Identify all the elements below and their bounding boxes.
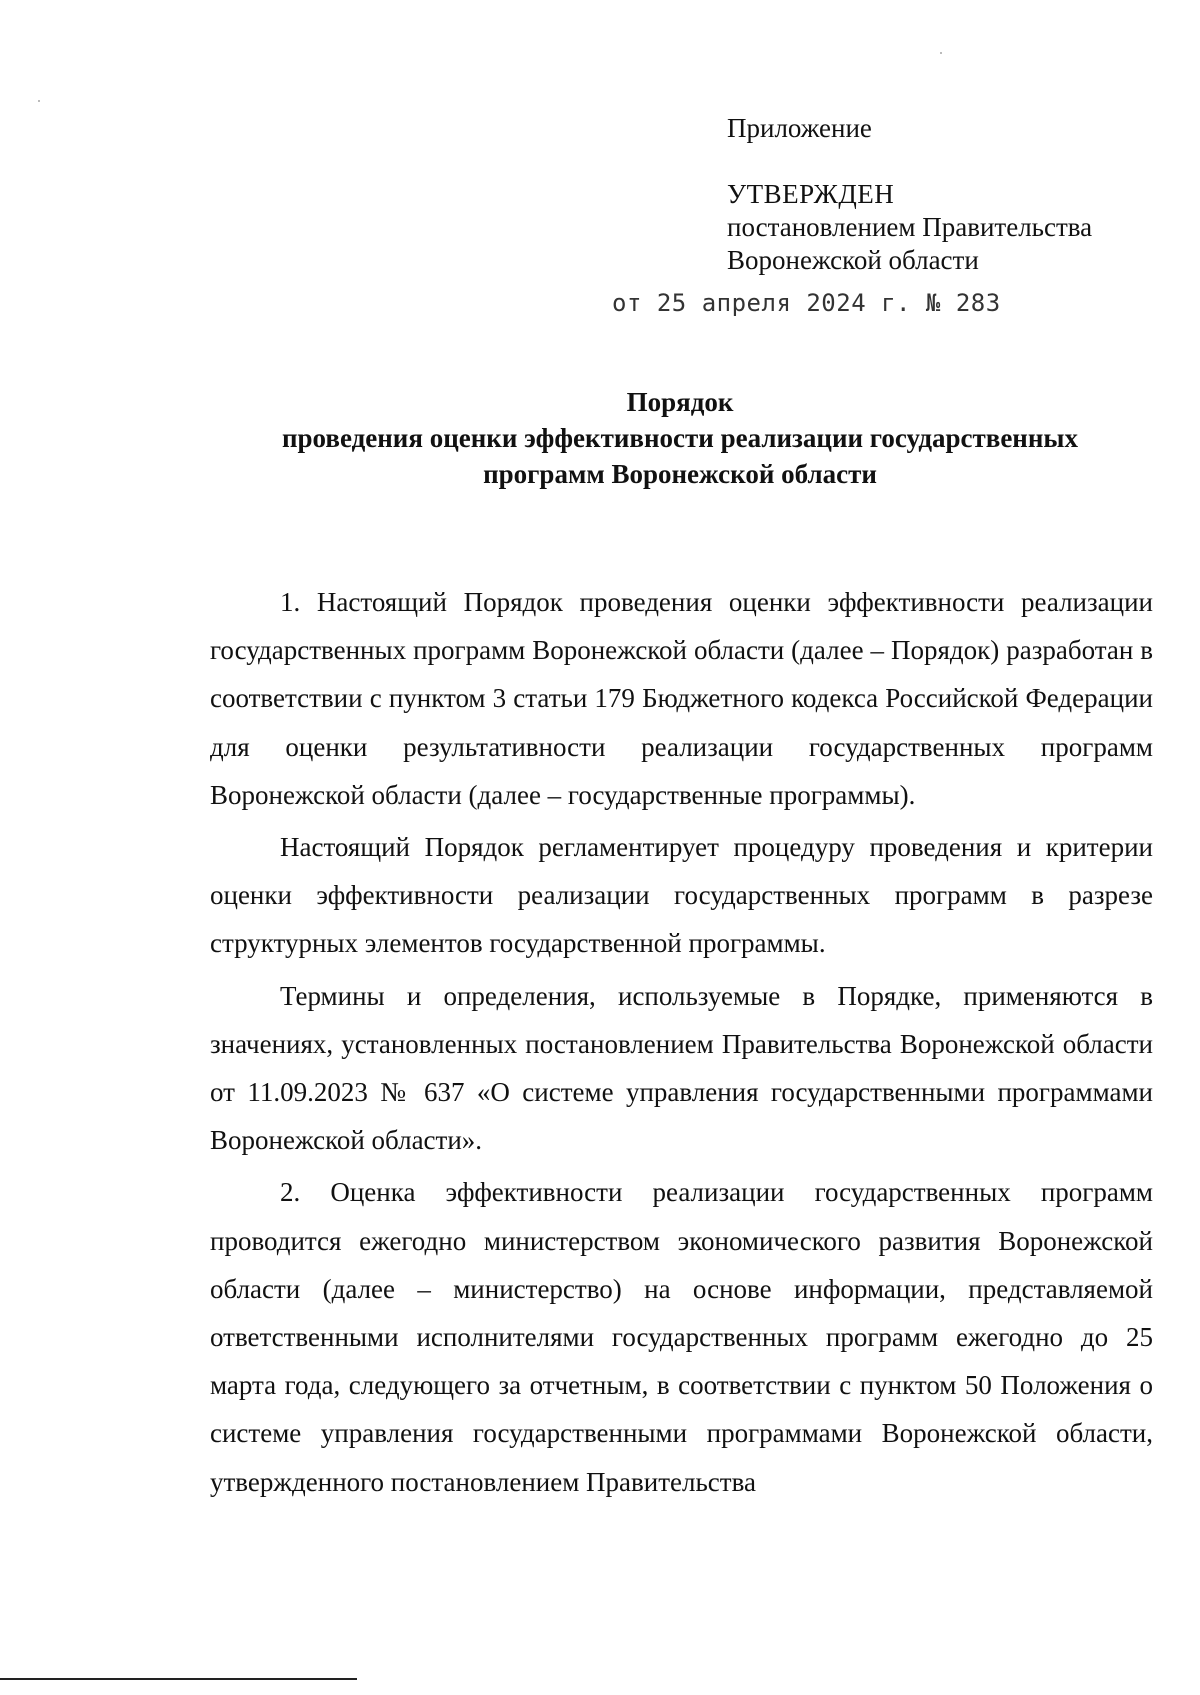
approved-title: УТВЕРЖДЕН <box>727 179 895 209</box>
paragraph-3: Термины и определения, используемые в Порядке, применяются в значениях, установленных постановлением Правительства Воронежской области от 11.09.2023 № 637 «О системе управления государственными программами Воронежской области». <box>210 980 1153 1156</box>
scan-speck <box>38 100 40 102</box>
approval-block <box>727 178 1092 277</box>
paragraph-4: 2. Оценка эффективности реализации государственных программ проводится ежегодно министерством экономического развития Воронежской области (далее – министерство) на основе информации, представляемой ответственными исполнителями государственных программ ежегодно до 25 марта года, следующего за отчетным, в соответствии с пунктом 50 Положения о системе управления государственными программами Воронежской области, утвержденного постановлением Правительства <box>210 1177 1153 1497</box>
approved-by-line-1: постановлением Правительства <box>727 212 1093 242</box>
resolution-date-number: от 25 апреля 2024 г. № 283 <box>612 289 1001 317</box>
paragraph-2: Настоящий Порядок регламентирует процедуру проведения и критерии оценки эффективности реализации государственных программ в разрезе структурных элементов государственной программы. <box>210 832 1153 959</box>
document-title <box>180 384 1180 492</box>
title-line-2: проведения оценки эффективности реализации государственных <box>281 423 1078 453</box>
scan-speck <box>940 52 942 54</box>
approved-by-line-2: Воронежской области <box>727 245 979 275</box>
bottom-rule <box>0 1678 357 1680</box>
title-line-3: программ Воронежской области <box>483 459 877 489</box>
paragraph-1: 1. Настоящий Порядок проведения оценки эффективности реализации государственных программ Воронежской области (далее – Порядок) разработан в соответствии с пунктом 3 статьи 179 Бюджетного кодекса Российской Федерации для оценки результативности реализации государственных программ Воронежской области (далее – государственные программы). <box>210 587 1153 810</box>
document-body <box>210 578 1153 1506</box>
title-line-1: Порядок <box>626 387 734 417</box>
appendix-label: Приложение <box>727 113 872 143</box>
